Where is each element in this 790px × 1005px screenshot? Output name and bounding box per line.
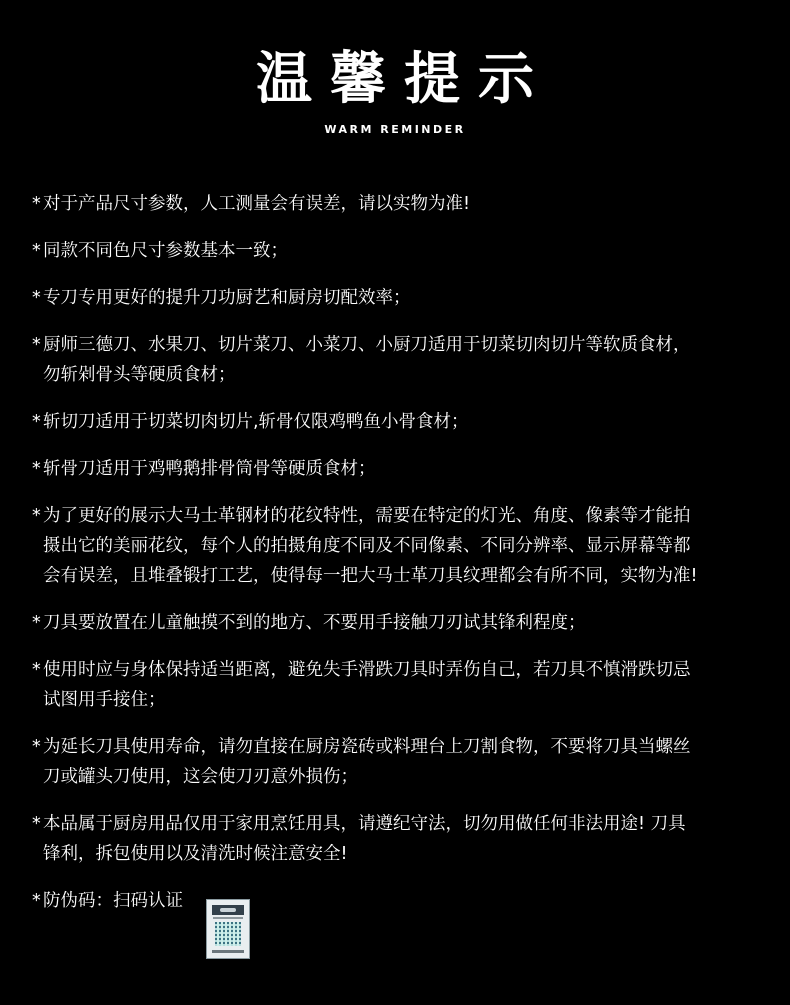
reminder-item [32, 236, 762, 266]
reminder-line: 对于产品尺寸参数，人工测量会有误差，请以实物为准! [43, 194, 471, 214]
reminder-line: 刀具要放置在儿童触摸不到的地方、不要用手接触刀刃试其锋利程度； [43, 613, 586, 633]
bullet-star: * [32, 660, 41, 680]
reminder-line: 勿斩剁骨头等硬质食材； [43, 365, 236, 385]
reminder-item [32, 809, 762, 869]
bullet-star: * [32, 891, 41, 911]
reminder-item [32, 608, 762, 638]
qr-code-icon [215, 922, 241, 946]
bullet-star: * [32, 613, 41, 633]
reminder-text [43, 501, 762, 591]
bullet-star: * [32, 412, 41, 432]
reminder-item [32, 655, 762, 715]
reminder-text [43, 189, 762, 219]
qr-header-logo [212, 905, 244, 915]
reminder-text [43, 732, 762, 792]
reminder-text [43, 454, 762, 484]
reminder-line: 会有误差，且堆叠锻打工艺，使得每一把大马士革刀具纹理都会有所不同，实物为准! [43, 566, 698, 586]
bullet-star: * [32, 506, 41, 526]
reminder-item [32, 454, 762, 484]
bullet-star: * [32, 288, 41, 308]
reminder-line: 为了更好的展示大马士革钢材的花纹特性，需要在特定的灯光、角度、像素等才能拍 [43, 506, 691, 526]
bullet-star: * [32, 814, 41, 834]
reminder-line: 本品属于厨房用品仅用于家用烹饪用具，请遵纪守法，切勿用做任何非法用途! 刀具 [43, 814, 686, 834]
reminder-text [43, 886, 762, 916]
reminder-item [32, 330, 762, 390]
reminder-line: 为延长刀具使用寿命，请勿直接在厨房瓷砖或料理台上刀割食物，不要将刀具当螺丝 [43, 737, 691, 757]
reminder-line: 同款不同色尺寸参数基本一致； [43, 241, 288, 261]
bullet-star: * [32, 737, 41, 757]
anti-counterfeit-qr-image [206, 899, 250, 959]
reminder-item [32, 732, 762, 792]
qr-caption-line [213, 917, 243, 919]
reminder-item [32, 501, 762, 591]
bullet-star: * [32, 335, 41, 355]
reminder-item [32, 189, 762, 219]
bullet-star: * [32, 459, 41, 479]
page-title: 温馨提示 [256, 47, 552, 112]
page-subtitle: WARM REMINDER [324, 123, 466, 136]
reminder-item [32, 283, 762, 313]
reminder-line: 斩骨刀适用于鸡鸭鹅排骨筒骨等硬质食材； [43, 459, 376, 479]
reminder-line: 斩切刀适用于切菜切肉切片,斩骨仅限鸡鸭鱼小骨食材； [43, 412, 469, 432]
reminder-line: 防伪码：扫码认证 [43, 891, 183, 911]
reminder-text [43, 330, 762, 390]
reminder-text [43, 809, 762, 869]
reminder-list [32, 189, 762, 916]
reminder-line: 摄出它的美丽花纹，每个人的拍摄角度不同及不同像素、不同分辨率、显示屏幕等都 [43, 536, 691, 556]
reminder-text [43, 283, 762, 313]
reminder-item [32, 407, 762, 437]
reminder-line: 锋利，拆包使用以及清洗时候注意安全! [43, 844, 348, 864]
qr-footer-line [212, 950, 244, 953]
reminder-line: 试图用手接住； [43, 690, 166, 710]
bullet-star: * [32, 194, 41, 214]
reminder-line: 专刀专用更好的提升刀功厨艺和厨房切配效率； [43, 288, 411, 308]
bullet-star: * [32, 241, 41, 261]
reminder-line: 厨师三德刀、水果刀、切片菜刀、小菜刀、小厨刀适用于切菜切肉切片等软质食材， [43, 335, 691, 355]
reminder-text [43, 236, 762, 266]
reminder-text [43, 655, 762, 715]
reminder-text [43, 608, 762, 638]
reminder-line: 使用时应与身体保持适当距离，避免失手滑跌刀具时弄伤自己，若刀具不慎滑跌切忌 [43, 660, 691, 680]
reminder-item [32, 886, 762, 916]
reminder-text [43, 407, 762, 437]
reminder-line: 刀或罐头刀使用，这会使刀刃意外损伤； [43, 767, 358, 787]
